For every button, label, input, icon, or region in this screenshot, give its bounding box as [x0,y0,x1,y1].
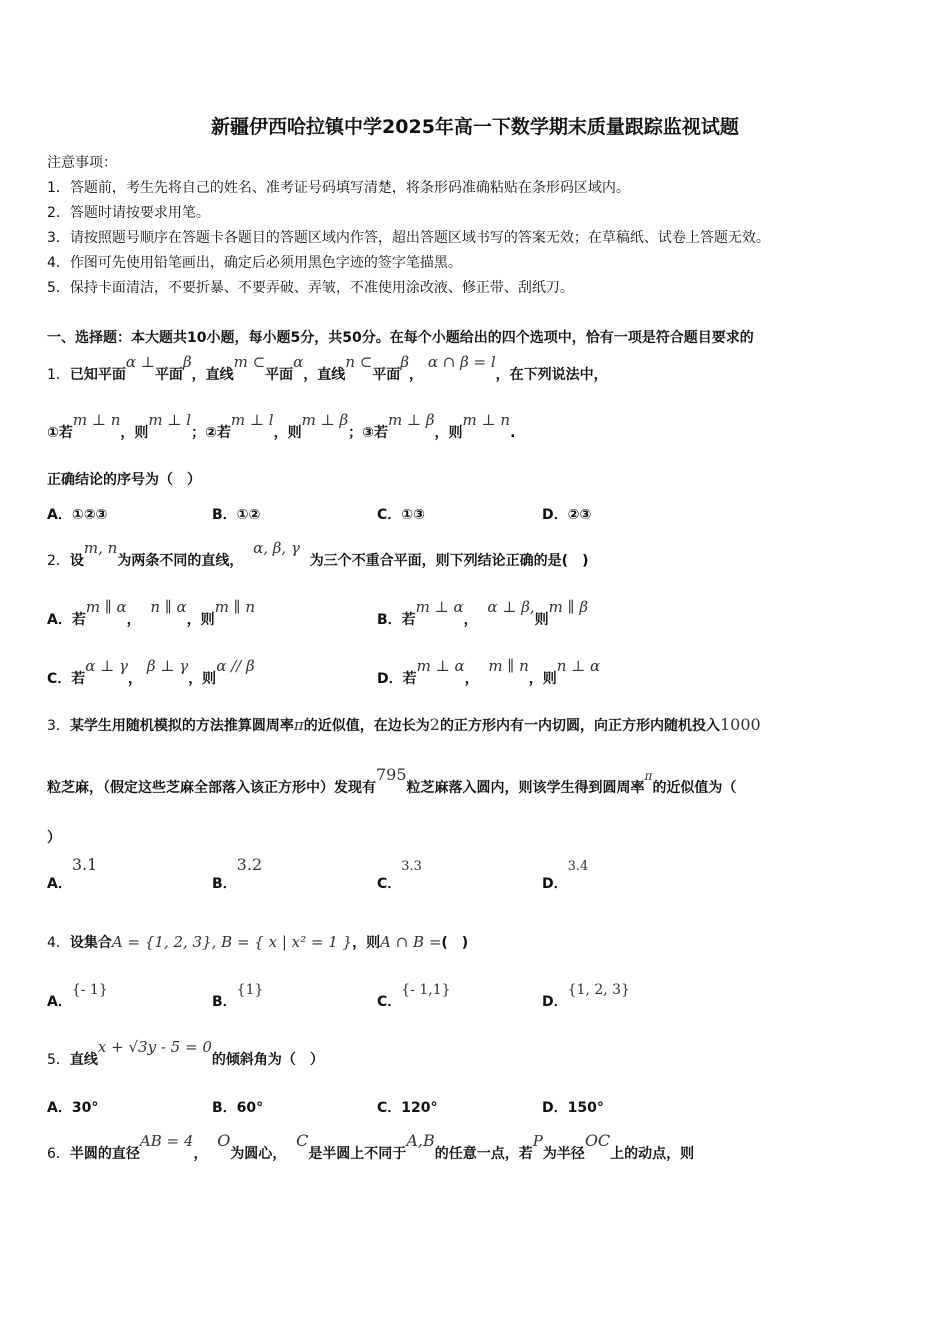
q2-option-d[interactable]: D．若m ⊥ α， m ∥ n，则n ⊥ α [377,657,601,687]
note-item-3: 3．请按照题号顺序在答题卡各题目的答题区域内作答，超出答题区域书写的答案无效；在草稿纸、试卷上答题无效。 [47,230,770,246]
question-4-stem: 4．设集合A = {1, 2, 3}, B = { x | x² = 1 }，则A ∩ B =( ) [47,933,469,951]
question-6-stem: 6．半圆的直径AB = 4， O为圆心， C是半圆上不同于A,B的任意一点，若P为半径OC上的动点，则 [47,1131,695,1162]
question-3-line-2: 粒芝麻，（假定这些芝麻全部落入该正方形中）发现有795粒芝麻落入圆内，则该学生得到圆周率π的近似值为（ [47,765,737,796]
q4-option-c[interactable]: C．{- 1,1} [377,982,451,1010]
question-5-stem: 5．直线x + √3y - 5 = 0的倾斜角为（ ） [47,1038,324,1068]
q3-option-c[interactable]: C．3.3 [377,859,422,892]
question-1-ask: 正确结论的序号为（ ） [47,472,201,488]
note-item-4: 4．作图可先使用铅笔画出，确定后必须用黑色字迹的签字笔描黑。 [47,255,462,271]
q2-option-b[interactable]: B．若m ⊥ α， α ⊥ β,则m ∥ β [377,598,589,628]
q5-option-b[interactable]: B．60° [212,1100,264,1116]
q1-option-b[interactable]: B．①② [212,507,261,523]
note-item-1: 1．答题前，考生先将自己的姓名、准考证号码填写清楚，将条形码准确粘贴在条形码区域内。 [47,180,630,196]
q5-option-c[interactable]: C．120° [377,1100,438,1116]
q3-option-b[interactable]: B．3.2 [212,855,263,892]
question-1-statements: ①若m ⊥ n，则m ⊥ l；②若m ⊥ l，则m ⊥ β；③若m ⊥ β，则m ⊥ n. [47,411,516,441]
q1-option-a[interactable]: A．①②③ [47,507,108,523]
q5-option-a[interactable]: A．30° [47,1100,99,1116]
q4-option-b[interactable]: B．{1} [212,982,264,1010]
question-1-stem: 1．已知平面α ⊥平面β，直线m ⊂平面α，直线n ⊂平面β， α ∩ β = l，在下列说法中， [47,353,608,383]
q4-option-d[interactable]: D．{1, 2, 3} [542,982,630,1010]
q2-option-a[interactable]: A．若m ∥ α， n ∥ α，则m ∥ n [47,598,256,628]
q4-option-a[interactable]: A．{- 1} [47,982,108,1010]
question-2-stem: 2．设m, n为两条不同的直线， α, β, γ 为三个不重合平面，则下列结论正确的是( ) [47,539,589,569]
q3-option-d[interactable]: D．3.4 [542,859,589,892]
question-3-line-1: 3．某学生用随机模拟的方法推算圆周率π的近似值，在边长为2的正方形内有一内切圆，向正方形内随机投入1000 [47,715,761,734]
note-item-2: 2．答题时请按要求用笔。 [47,205,210,221]
question-3-line-3: ） [47,830,61,846]
notes-heading: 注意事项： [47,155,117,171]
q5-option-d[interactable]: D．150° [542,1100,604,1116]
q1-option-d[interactable]: D．②③ [542,507,592,523]
q3-option-a[interactable]: A．3.1 [47,855,98,892]
section-heading: 一、选择题：本大题共10小题，每小题5分，共50分。在每个小题给出的四个选项中，恰有一项是符合题目要求的 [47,330,754,346]
note-item-5: 5．保持卡面清洁，不要折暴、不要弄破、弄皱，不准使用涂改液、修正带、刮纸刀。 [47,280,574,296]
q1-option-c[interactable]: C．①③ [377,507,425,523]
page-title: 新疆伊西哈拉镇中学2025年高一下数学期末质量跟踪监视试题 [211,116,739,138]
q2-option-c[interactable]: C．若α ⊥ γ， β ⊥ γ，则α // β [47,657,255,687]
